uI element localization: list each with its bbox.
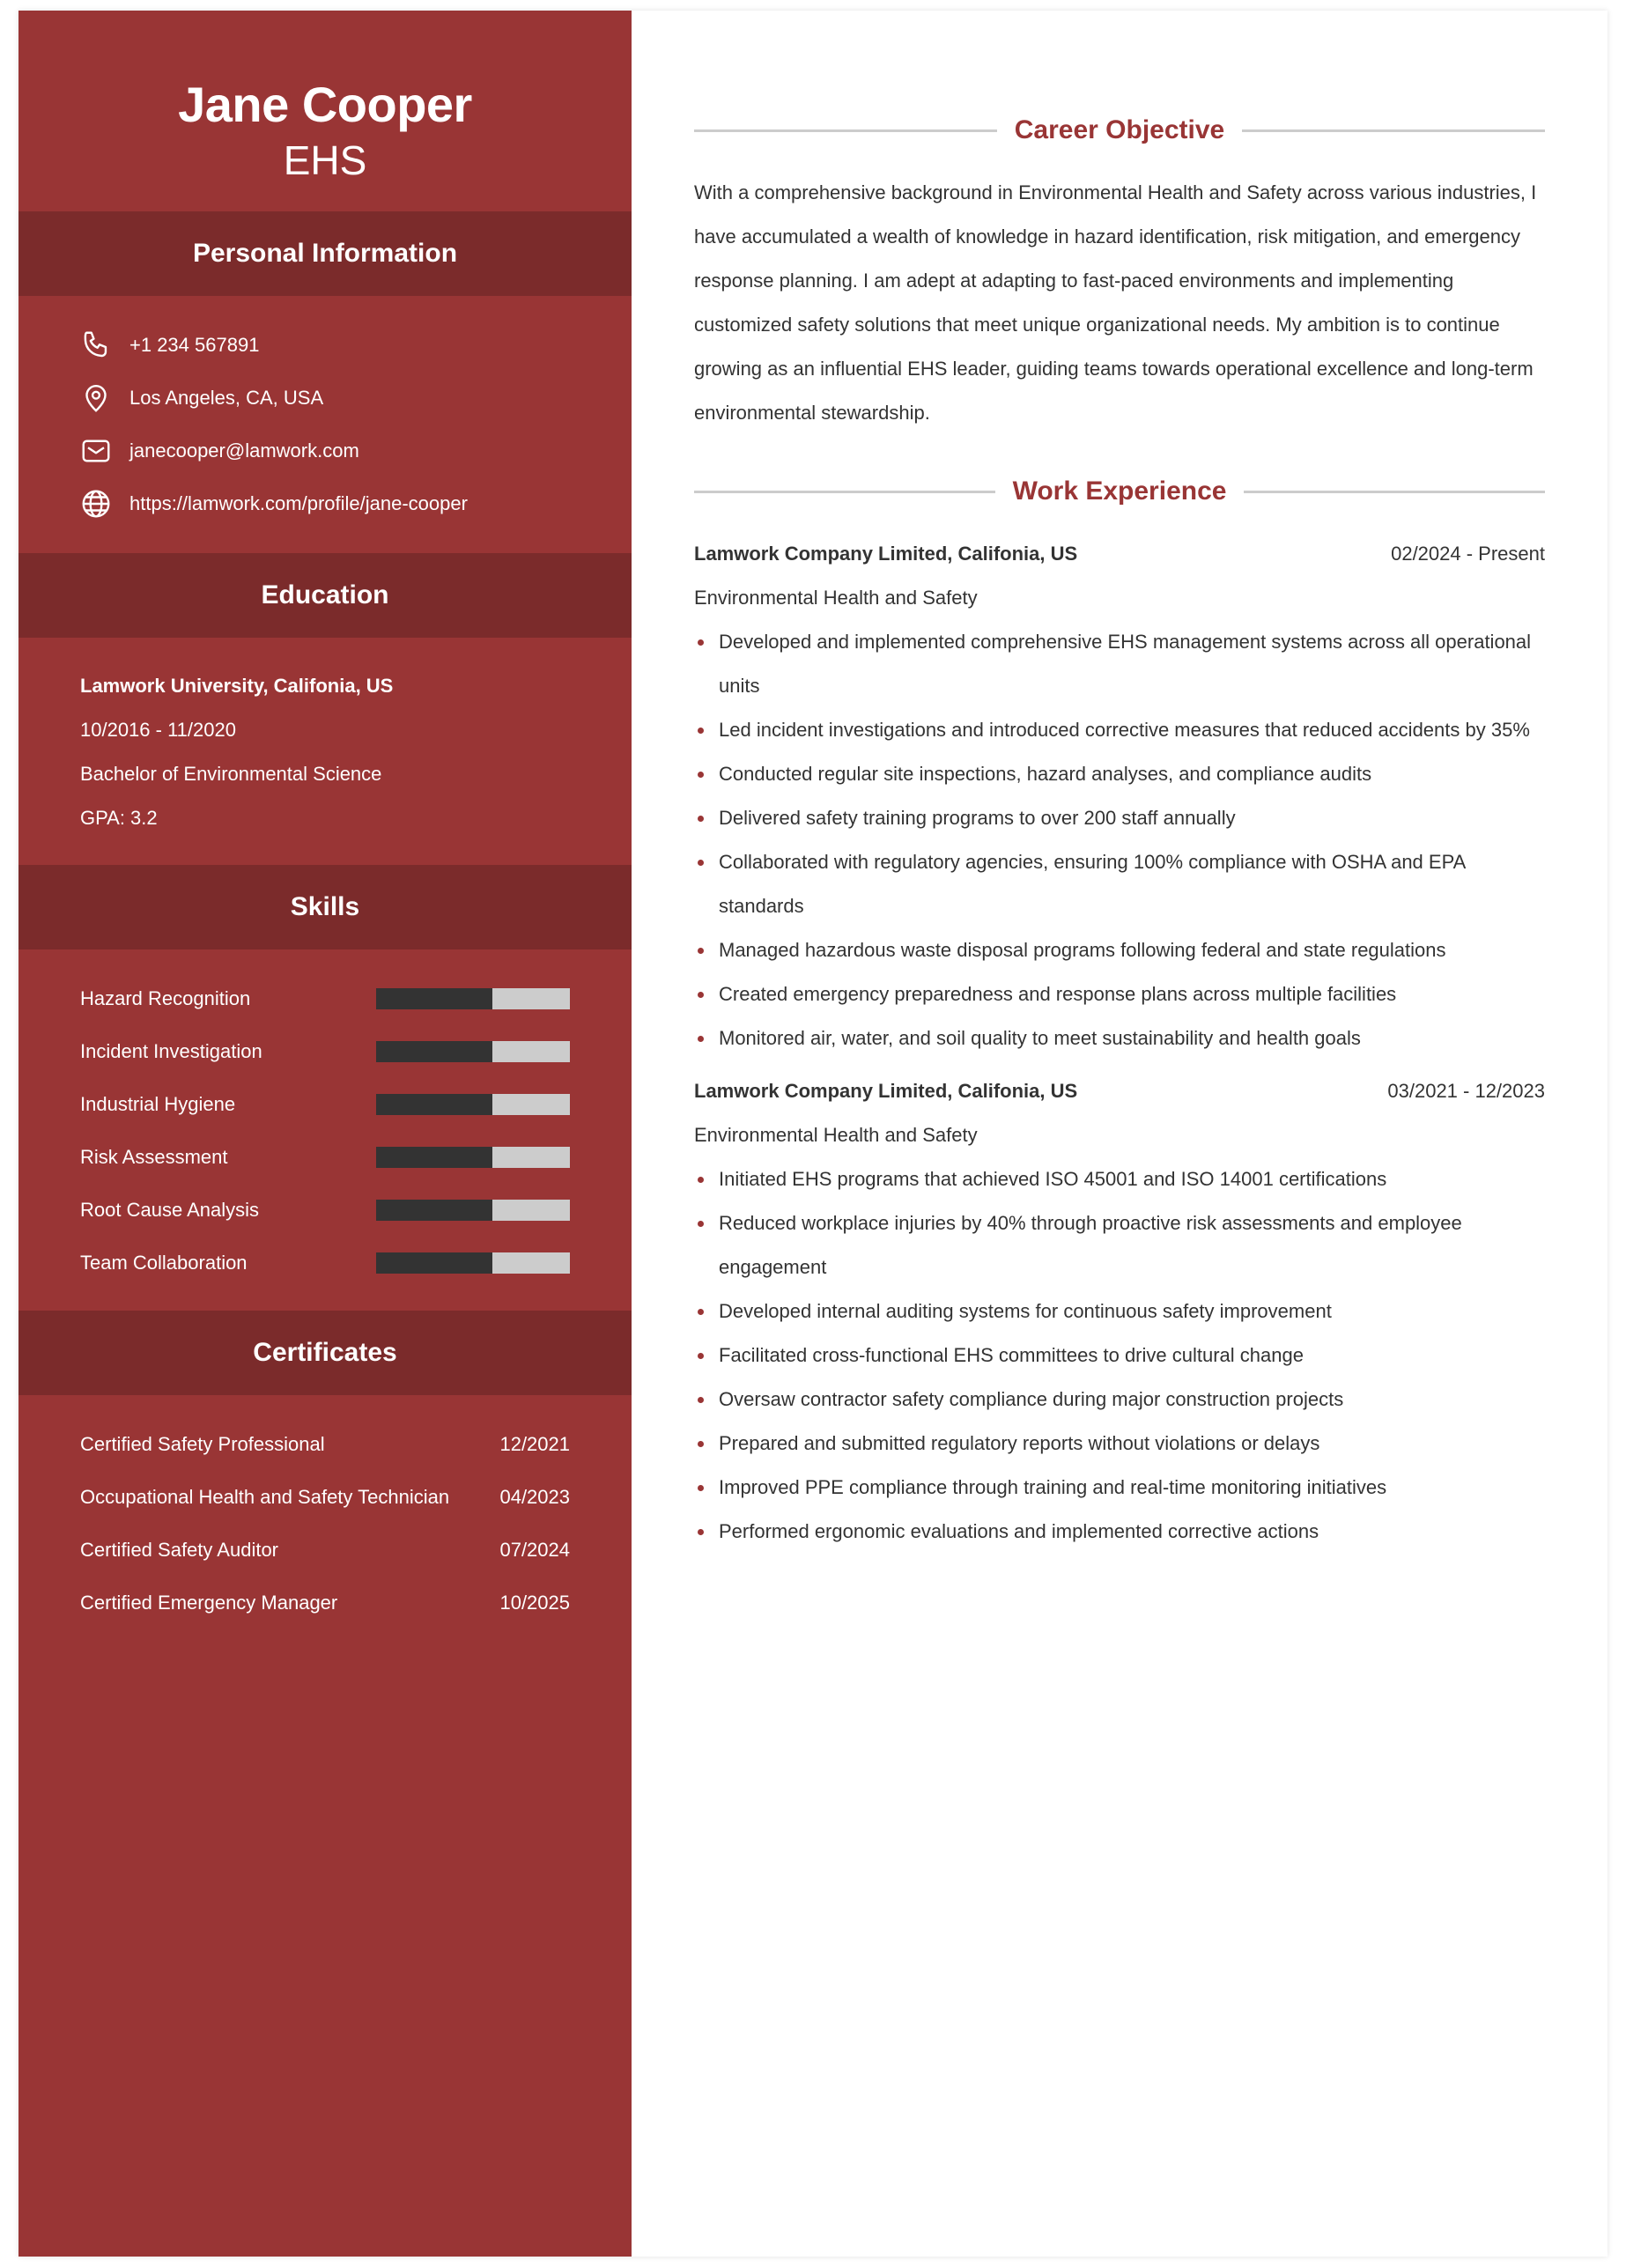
skills-section	[18, 949, 632, 1311]
job-header	[694, 1069, 1545, 1113]
skill-item	[80, 1237, 570, 1289]
candidate-title: EHS	[283, 137, 367, 183]
job-bullet: Improved PPE compliance through training and real-time monitoring initiatives	[694, 1466, 1545, 1510]
job-header	[694, 532, 1545, 576]
education-degree: Bachelor of Environmental Science	[80, 763, 382, 785]
job-bullets	[694, 1157, 1545, 1554]
experience-heading: Work Experience	[1012, 477, 1227, 506]
skill-item	[80, 1078, 570, 1131]
certificate-date: 07/2024	[499, 1539, 570, 1561]
education-gpa: GPA: 3.2	[80, 807, 158, 829]
certificate-name: Occupational Health and Safety Technician	[80, 1486, 450, 1508]
job-bullet: Delivered safety training programs to over 200 staff annually	[694, 796, 1545, 840]
skill-level-fill	[376, 1200, 492, 1221]
heading-rule	[694, 491, 995, 493]
skill-level-fill	[376, 1041, 492, 1062]
skill-level-fill	[376, 1147, 492, 1168]
skills-heading: Skills	[18, 865, 632, 949]
contact-location	[80, 372, 570, 425]
contact-website	[80, 477, 570, 530]
job-company: Lamwork Company Limited, Califonia, US	[694, 543, 1078, 565]
certificate-date: 10/2025	[499, 1592, 570, 1614]
certificates-section	[18, 1395, 632, 1629]
mail-icon	[80, 435, 112, 467]
objective-text: With a comprehensive background in Environmental Health and Safety across various industries, I have accumulated a wealth of knowledge in hazard identification, risk mitigation, and emergency response planning. I am adept at adapting to fast-paced environments and implementing customized safety solutions that meet unique organizational needs. My ambition is to continue growing as an influential EHS leader, guiding teams towards operational excellence and long-term environmental stewardship.	[694, 181, 1537, 424]
skill-level-bar	[376, 1147, 570, 1168]
job-bullet: Initiated EHS programs that achieved ISO 45001 and ISO 14001 certifications	[694, 1157, 1545, 1201]
skill-name: Risk Assessment	[80, 1146, 228, 1168]
job-bullets	[694, 620, 1545, 1060]
certificate-name: Certified Safety Professional	[80, 1433, 325, 1455]
education-section	[18, 638, 632, 865]
job-bullet: Monitored air, water, and soil quality to meet sustainability and health goals	[694, 1016, 1545, 1060]
contact-website-text: https://lamwork.com/profile/jane-cooper	[129, 492, 468, 514]
skill-level-bar	[376, 1041, 570, 1062]
skill-level-bar	[376, 1094, 570, 1115]
skill-item	[80, 1131, 570, 1184]
skill-item	[80, 1184, 570, 1237]
job-company: Lamwork Company Limited, Califonia, US	[694, 1080, 1078, 1102]
skill-name: Hazard Recognition	[80, 987, 251, 1009]
objective-heading-row	[694, 113, 1545, 148]
heading-rule	[694, 129, 997, 132]
job-bullet: Reduced workplace injuries by 40% through proactive risk assessments and employee engagement	[694, 1201, 1545, 1289]
skill-level-bar	[376, 1252, 570, 1274]
education-dates: 10/2016 - 11/2020	[80, 719, 236, 741]
job-bullet: Led incident investigations and introduced corrective measures that reduced accidents by 35%	[694, 708, 1545, 752]
job-bullet: Performed ergonomic evaluations and implemented corrective actions	[694, 1510, 1545, 1554]
skill-level-bar	[376, 988, 570, 1009]
job-bullet: Conducted regular site inspections, hazard analyses, and compliance audits	[694, 752, 1545, 796]
job-bullet: Oversaw contractor safety compliance during major construction projects	[694, 1378, 1545, 1422]
main-content	[694, 11, 1545, 1554]
job-bullet: Developed and implemented comprehensive EHS management systems across all operational units	[694, 620, 1545, 708]
certificate-name: Certified Safety Auditor	[80, 1539, 279, 1561]
skill-level-fill	[376, 1252, 492, 1274]
skill-name: Industrial Hygiene	[80, 1093, 236, 1115]
education-heading: Education	[18, 553, 632, 638]
job-dates: 02/2024 - Present	[1391, 543, 1545, 565]
phone-icon	[80, 329, 112, 361]
certificate-date: 04/2023	[499, 1486, 570, 1508]
skill-item	[80, 1025, 570, 1078]
experience-heading-row	[694, 474, 1545, 509]
job-dates: 03/2021 - 12/2023	[1387, 1080, 1545, 1102]
sidebar	[18, 11, 632, 2257]
job-bullet: Prepared and submitted regulatory reports without violations or delays	[694, 1422, 1545, 1466]
certificate-name: Certified Emergency Manager	[80, 1592, 338, 1614]
skill-level-fill	[376, 988, 492, 1009]
certificate-item	[80, 1577, 570, 1629]
contact-location-text: Los Angeles, CA, USA	[129, 387, 324, 409]
location-pin-icon	[80, 382, 112, 414]
personal-info-section	[18, 296, 632, 553]
certificate-item	[80, 1418, 570, 1471]
skill-name: Team Collaboration	[80, 1252, 248, 1274]
contact-phone-text: +1 234 567891	[129, 334, 260, 356]
certificate-item	[80, 1471, 570, 1524]
education-school: Lamwork University, Califonia, US	[80, 675, 394, 697]
skill-item	[80, 972, 570, 1025]
heading-rule	[1244, 491, 1545, 493]
resume-page	[18, 11, 1608, 2257]
candidate-name: Jane Cooper	[178, 77, 472, 132]
skill-name: Root Cause Analysis	[80, 1199, 259, 1221]
certificate-item	[80, 1524, 570, 1577]
job-role: Environmental Health and Safety	[694, 587, 978, 609]
contact-email-text: janecooper@lamwork.com	[129, 440, 359, 462]
job-bullet: Created emergency preparedness and response plans across multiple facilities	[694, 972, 1545, 1016]
certificate-date: 12/2021	[499, 1433, 570, 1455]
skill-level-bar	[376, 1200, 570, 1221]
skill-name: Incident Investigation	[80, 1040, 262, 1062]
job-bullet: Collaborated with regulatory agencies, ensuring 100% compliance with OSHA and EPA standards	[694, 840, 1545, 928]
certificates-heading: Certificates	[18, 1311, 632, 1395]
globe-icon	[80, 488, 112, 520]
contact-email	[80, 425, 570, 477]
skill-level-fill	[376, 1094, 492, 1115]
job-role: Environmental Health and Safety	[694, 1124, 978, 1146]
job-entry	[694, 532, 1545, 1060]
heading-rule	[1242, 129, 1545, 132]
personal-info-heading: Personal Information	[18, 211, 632, 296]
objective-heading: Career Objective	[1014, 115, 1225, 144]
resume-header	[18, 11, 632, 211]
job-bullet: Managed hazardous waste disposal programs following federal and state regulations	[694, 928, 1545, 972]
job-entry	[694, 1069, 1545, 1554]
contact-phone	[80, 319, 570, 372]
job-bullet: Developed internal auditing systems for continuous safety improvement	[694, 1289, 1545, 1333]
job-bullet: Facilitated cross-functional EHS committees to drive cultural change	[694, 1333, 1545, 1378]
